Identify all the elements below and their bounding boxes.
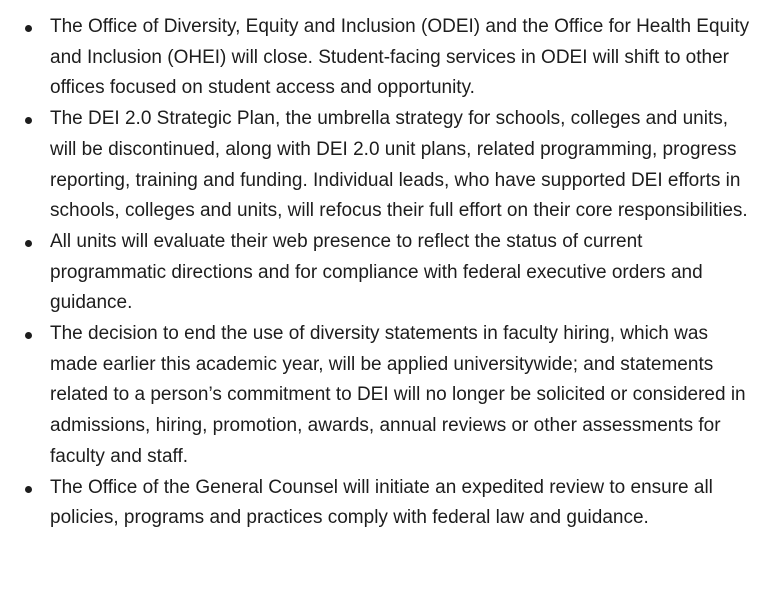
document-body <box>0 12 768 534</box>
list-item <box>50 104 754 227</box>
bullet-text: The decision to end the use of diversity statements in faculty hiring, which was made earlier this academic year, will be applied universitywide; and statements related to a person’s commitment to DEI will no longer be solicited or considered in admissions, hiring, promotion, awards, annual reviews or other assessments for faculty and staff. <box>50 323 746 467</box>
bullet-icon <box>25 117 32 124</box>
bullet-icon <box>25 240 32 247</box>
list-item <box>50 227 754 319</box>
bullet-text: All units will evaluate their web presence to reflect the status of current programmatic directions and for compliance with federal executive orders and guidance. <box>50 230 703 314</box>
bullet-icon <box>25 332 32 339</box>
bullet-icon <box>25 25 32 32</box>
list-item <box>50 12 754 104</box>
list-item <box>50 319 754 473</box>
bullet-list <box>50 12 754 534</box>
list-item <box>50 473 754 534</box>
bullet-text: The Office of the General Counsel will initiate an expedited review to ensure all policies, programs and practices comply with federal law and guidance. <box>50 476 713 529</box>
bullet-text: The DEI 2.0 Strategic Plan, the umbrella strategy for schools, colleges and units, will be discontinued, along with DEI 2.0 unit plans, related programming, progress reporting, training and funding. Individual leads, who have supported DEI efforts in schools, colleges and units, will refocus their full effort on their core responsibilities. <box>50 108 748 222</box>
bullet-text: The Office of Diversity, Equity and Inclusion (ODEI) and the Office for Health Equity and Inclusion (OHEI) will close. Student-facing services in ODEI will shift to other offices focused on student access and opportunity. <box>50 16 750 99</box>
bullet-icon <box>25 486 32 493</box>
